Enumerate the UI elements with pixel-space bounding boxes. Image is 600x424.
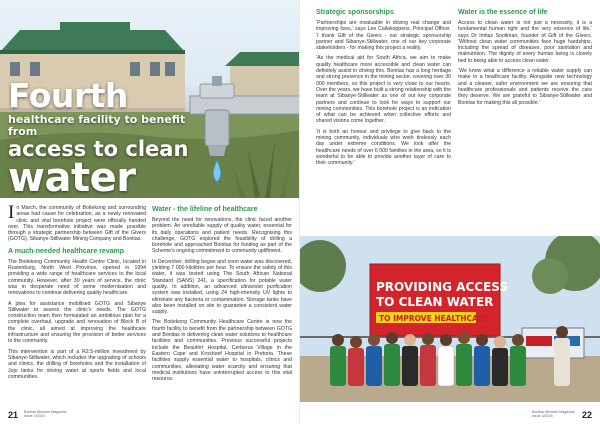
paragraph-revamp-1: The Boitekong Community Health Centre Clinic, located in Rustenburg, North West Province, opened in 1994 providing a wide range of healthcare services to the local community. However, after 30 years of service, the clinic was in desperate need of some modernisation and renovations to continue delivering quality healthcare. xyxy=(8,258,146,297)
right-column-1 xyxy=(316,8,451,171)
paragraph-revamp-3: This intervention is part of a R2.5-million investment by Sibanye-Stillwater, which includes the upgrading of schools and clinics, the drilling of boreholes and the installation of Jojo tanks for storing water at sports fields and local communities. xyxy=(8,348,146,380)
magazine-footer-left: Bonitas Member Magazine Issue 2/2024 xyxy=(24,410,67,419)
left-column-1 xyxy=(8,202,146,384)
group-photo-banner xyxy=(300,236,600,402)
banner-line-2: TO CLEAN WATER xyxy=(376,295,494,309)
paragraph-essence-1: Access to clean water is not just a necessity, it is a fundamental human right and the very essence of life,’ says Dr Imtiaz Sooliman, founder of Gift of the Givers. ‘Without clean water communities face huge hardships, including the spread of diseases, poor sanitation and malnutrition. The dignity of every human being is closely tied to being able to access clean water. xyxy=(458,20,592,64)
headline xyxy=(8,76,208,198)
heading-essence-of-life: Water is the essence of life xyxy=(458,9,548,16)
paragraph-water-3: The Boitekong Community Healthcare Centre is now the fourth facility to benefit from the partnership between GOTG and Bonitas in delivering clean water solutions to healthcare facilities and communities. Previous successful projects include the Beaufort Hospital, Cerberus Village in the Eastern Cape and Kroshoef Hospital in Pretoria. These facilities supply essential water to hospitals, clinics and communities, alleviating water scarcity and ensuring that medical institutions have uninterrupted access to this vital resource. xyxy=(152,319,292,383)
banner-line-1: PROVIDING ACCESS xyxy=(376,280,509,294)
heading-healthcare-revamp: A much-needed healthcare revamp xyxy=(8,247,125,255)
headline-line-4: water xyxy=(8,155,136,198)
right-column-2 xyxy=(458,8,592,110)
heading-strategic-sponsorships: Strategic sponsorships xyxy=(316,9,394,16)
drop-cap: I xyxy=(8,202,15,223)
page-number-left: 21 xyxy=(8,410,19,420)
intro-paragraph: In March, the community of Boitekong and surrounding areas had cause for celebration, as a newly renovated clinic and vital borehole project were officially handed over. This transformative initiative was made possible through a strategic partnership between Gift of the Givers (GOTG), Sibanye-Stillwater Mining Company and Bonitas. xyxy=(8,202,146,243)
paragraph-essence-2: ‘We know what a difference a reliable water supply can make in a healthcare facility. Alongside new technology and a cleaner, safer environment we are ensuring that healthcare professionals and patients receive the care they deserve. We are grateful to Sibanye-Stillwater and Bonitas for making this all possible.’ xyxy=(458,68,592,106)
hero-photo-clinic-tap xyxy=(0,0,300,198)
paragraph-sponsor-2: ‘As the medical aid for South Africa, we aim to make quality healthcare more accessible and clean water can definitely assist in driving this. Bonitas has a long heritage and strong presence in the mining sector, covering over 30 000 members, so this project is very close to our hearts. Over the years, we have built a strong relationship with the team at Sibanye-Stillwater as one of our key corporate partners and continue to look for ways to support our mining communities. This borehole project is an indication of what can be achieved when collective efforts and shared visions come together. xyxy=(316,55,451,125)
paragraph-sponsor-1: ‘Partnerships are invaluable in driving real change and improving lives,’ says Lee Callakoppens, Principal Officer. ‘I thank Gift of the Givers - our strategic sponsorship partner and Sibanye-Stillwater, one of our key corporate stakeholders - for making this project a reality. xyxy=(316,20,451,52)
banner-line-3: TO IMPROVE HEALTHCARE xyxy=(379,314,489,323)
heading-water-lifeline: Water - the lifeline of healthcare xyxy=(152,206,258,213)
headline-line-3: access to clean xyxy=(8,137,189,161)
page-number-right: 22 xyxy=(582,410,593,420)
headline-line-1: Fourth xyxy=(8,76,128,115)
paragraph-revamp-2: A plea for assistance mobilised GOTG and Sibanye Stillwater to assess the clinic’s needs. The GOTG construction team then formulated an ambitious plan for a complete overhaul, upgrade and renovation of Block B of the clinic, all aimed at improving the healthcare infrastructure and ensuring the provision of better services to the community. xyxy=(8,300,146,345)
group-photo-illustration xyxy=(300,236,600,402)
paragraph-water-1: Beyond the need for renovations, the clinic faced another problem. An unreliable supply of quality water, essential for its daily operations and patient needs. Recognising this challenge, GOTG explored the feasibility of drilling a borehole and approached Bonitas for funding as part of the Scheme’s ongoing commitment to community upliftment. xyxy=(152,217,292,255)
paragraph-water-2: In December, drilling began and soon water was discovered, yielding 7 000 kilolitres per hour. To ensure the safety of this water, it was tested using The South African National Standard (SANS) 241, a specification for potable water quality. In addition, an advanced ultraviolet purification system was installed, using 24 high-intensity UV lights to eliminate any bacteria or contamination. Storage tanks have also been installed on site to guarantee a consistent water supply. xyxy=(152,258,292,316)
headline-line-2: healthcare facility to benefit from xyxy=(8,113,186,138)
left-column-2 xyxy=(152,205,292,386)
paragraph-sponsor-3: ‘It is both an honour and privilege to give back to the mining community, individuals who work tirelessly each day under extreme conditions. We look after the healthcare needs of over 6 000 families in the area, so it is wonderful to be able to provide another layer of care to their community.’ xyxy=(316,128,451,167)
magazine-footer-right: Bonitas Member Magazine Issue 2/2024 xyxy=(532,410,575,419)
